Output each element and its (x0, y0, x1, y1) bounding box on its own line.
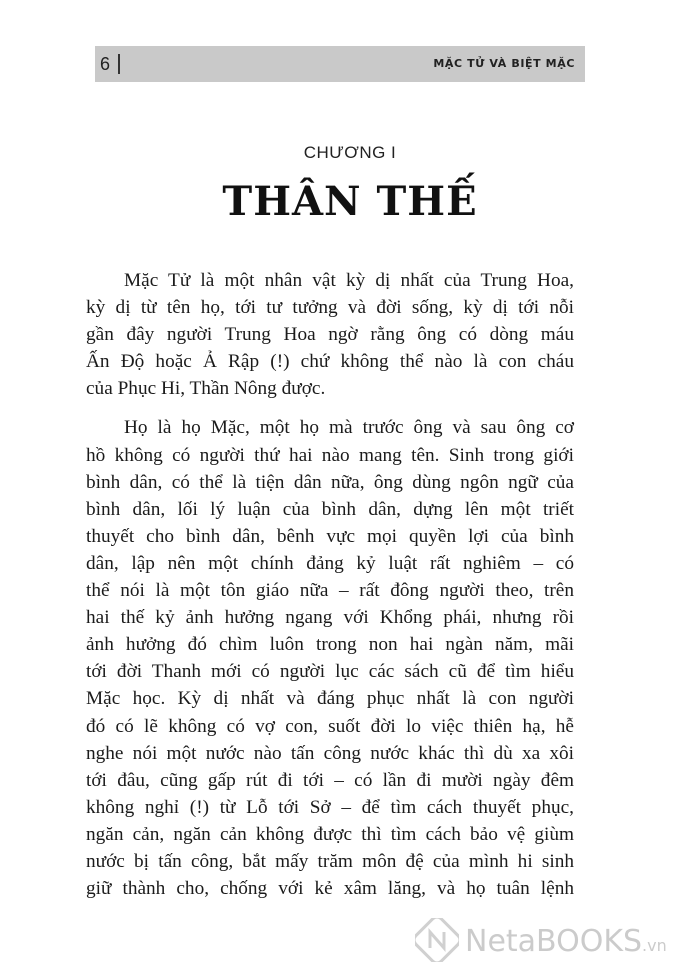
text-line: của Phục Hi, Thần Nông được. (86, 378, 326, 400)
text-line: tới đâu, cũng gấp rút đi tới – có lần đi mười ngày đêm (86, 769, 574, 791)
text-line: gần đây người Trung Hoa ngờ rằng ông có dòng máu (86, 324, 574, 346)
watermark-text (465, 924, 667, 959)
text-line: thuyết cho bình dân, bênh vực mọi quyền lợi của bình (86, 525, 574, 547)
netabooks-logo-icon (415, 918, 459, 962)
running-title: MẶC TỬ VÀ BIỆT MẶC (433, 57, 575, 70)
paragraph-1 (86, 267, 574, 402)
text-line: ảnh hưởng đó chìm luôn trong non hai ngàn năm, mãi (86, 634, 574, 656)
text-line: bình dân, lối lý luận của bình dân, dựng lên một triết (86, 498, 574, 520)
paragraph-2 (86, 414, 574, 902)
watermark (415, 918, 700, 968)
body-text (86, 267, 574, 914)
text-line: bình dân, có thể là tiện dân nữa, ông dùng ngôn ngữ của (86, 471, 574, 493)
text-line: đó có lẽ không có vợ con, suốt đời lo việc thiên hạ, hễ (86, 715, 574, 737)
text-line: không nghỉ (!) từ Lỗ tới Sở – để tìm cách thuyết phục, (86, 796, 574, 818)
text-line: nước bị tấn công, bắt mấy trăm môn đệ của mình hi sinh (86, 850, 574, 872)
watermark-brand: NetaBOOKS (465, 924, 643, 959)
text-line: hai thế kỷ ảnh hưởng ngang với Khổng phái, nhưng rồi (86, 607, 574, 629)
text-line: ngăn cản, ngăn cản không được thì tìm cách bảo vệ giùm (86, 823, 574, 845)
chapter-label: CHƯƠNG I (303, 143, 397, 162)
text-line: Ấn Độ hoặc Ả Rập (!) chứ không thể nào là con cháu (86, 351, 574, 373)
text-line: tới đời Thanh mới có người lục các sách cũ để tìm hiểu (86, 661, 574, 683)
header-divider (118, 54, 120, 74)
text-line: hồ không có người thứ hai nào mang tên. Sinh trong giới (86, 444, 574, 466)
page-number: 6 (100, 54, 111, 74)
chapter-title: THÂN THẾ (222, 178, 478, 225)
text-line: giữ thành cho, chống với kẻ xâm lăng, và họ tuân lệnh (86, 878, 574, 900)
text-line: Mặc học. Kỳ dị nhất và đáng phục nhất là con người (86, 688, 574, 710)
text-line: dân, lập nên một chính đảng kỷ luật rất nghiêm – có (86, 552, 574, 574)
text-line: kỳ dị từ tên họ, tới tư tưởng và đời sống, kỳ dị tới nỗi (86, 297, 574, 319)
text-line: Họ là họ Mặc, một họ mà trước ông và sau ông cơ (124, 417, 574, 439)
text-line: nghe nói một nước nào tấn công nước khác thì dù xa xôi (86, 742, 574, 764)
text-line: thể nói là một tôn giáo nữa – rất đông người theo, trên (86, 580, 574, 602)
text-line: Mặc Tử là một nhân vật kỳ dị nhất của Trung Hoa, (124, 270, 574, 291)
running-header (95, 46, 585, 82)
watermark-suffix: .vn (642, 936, 667, 955)
